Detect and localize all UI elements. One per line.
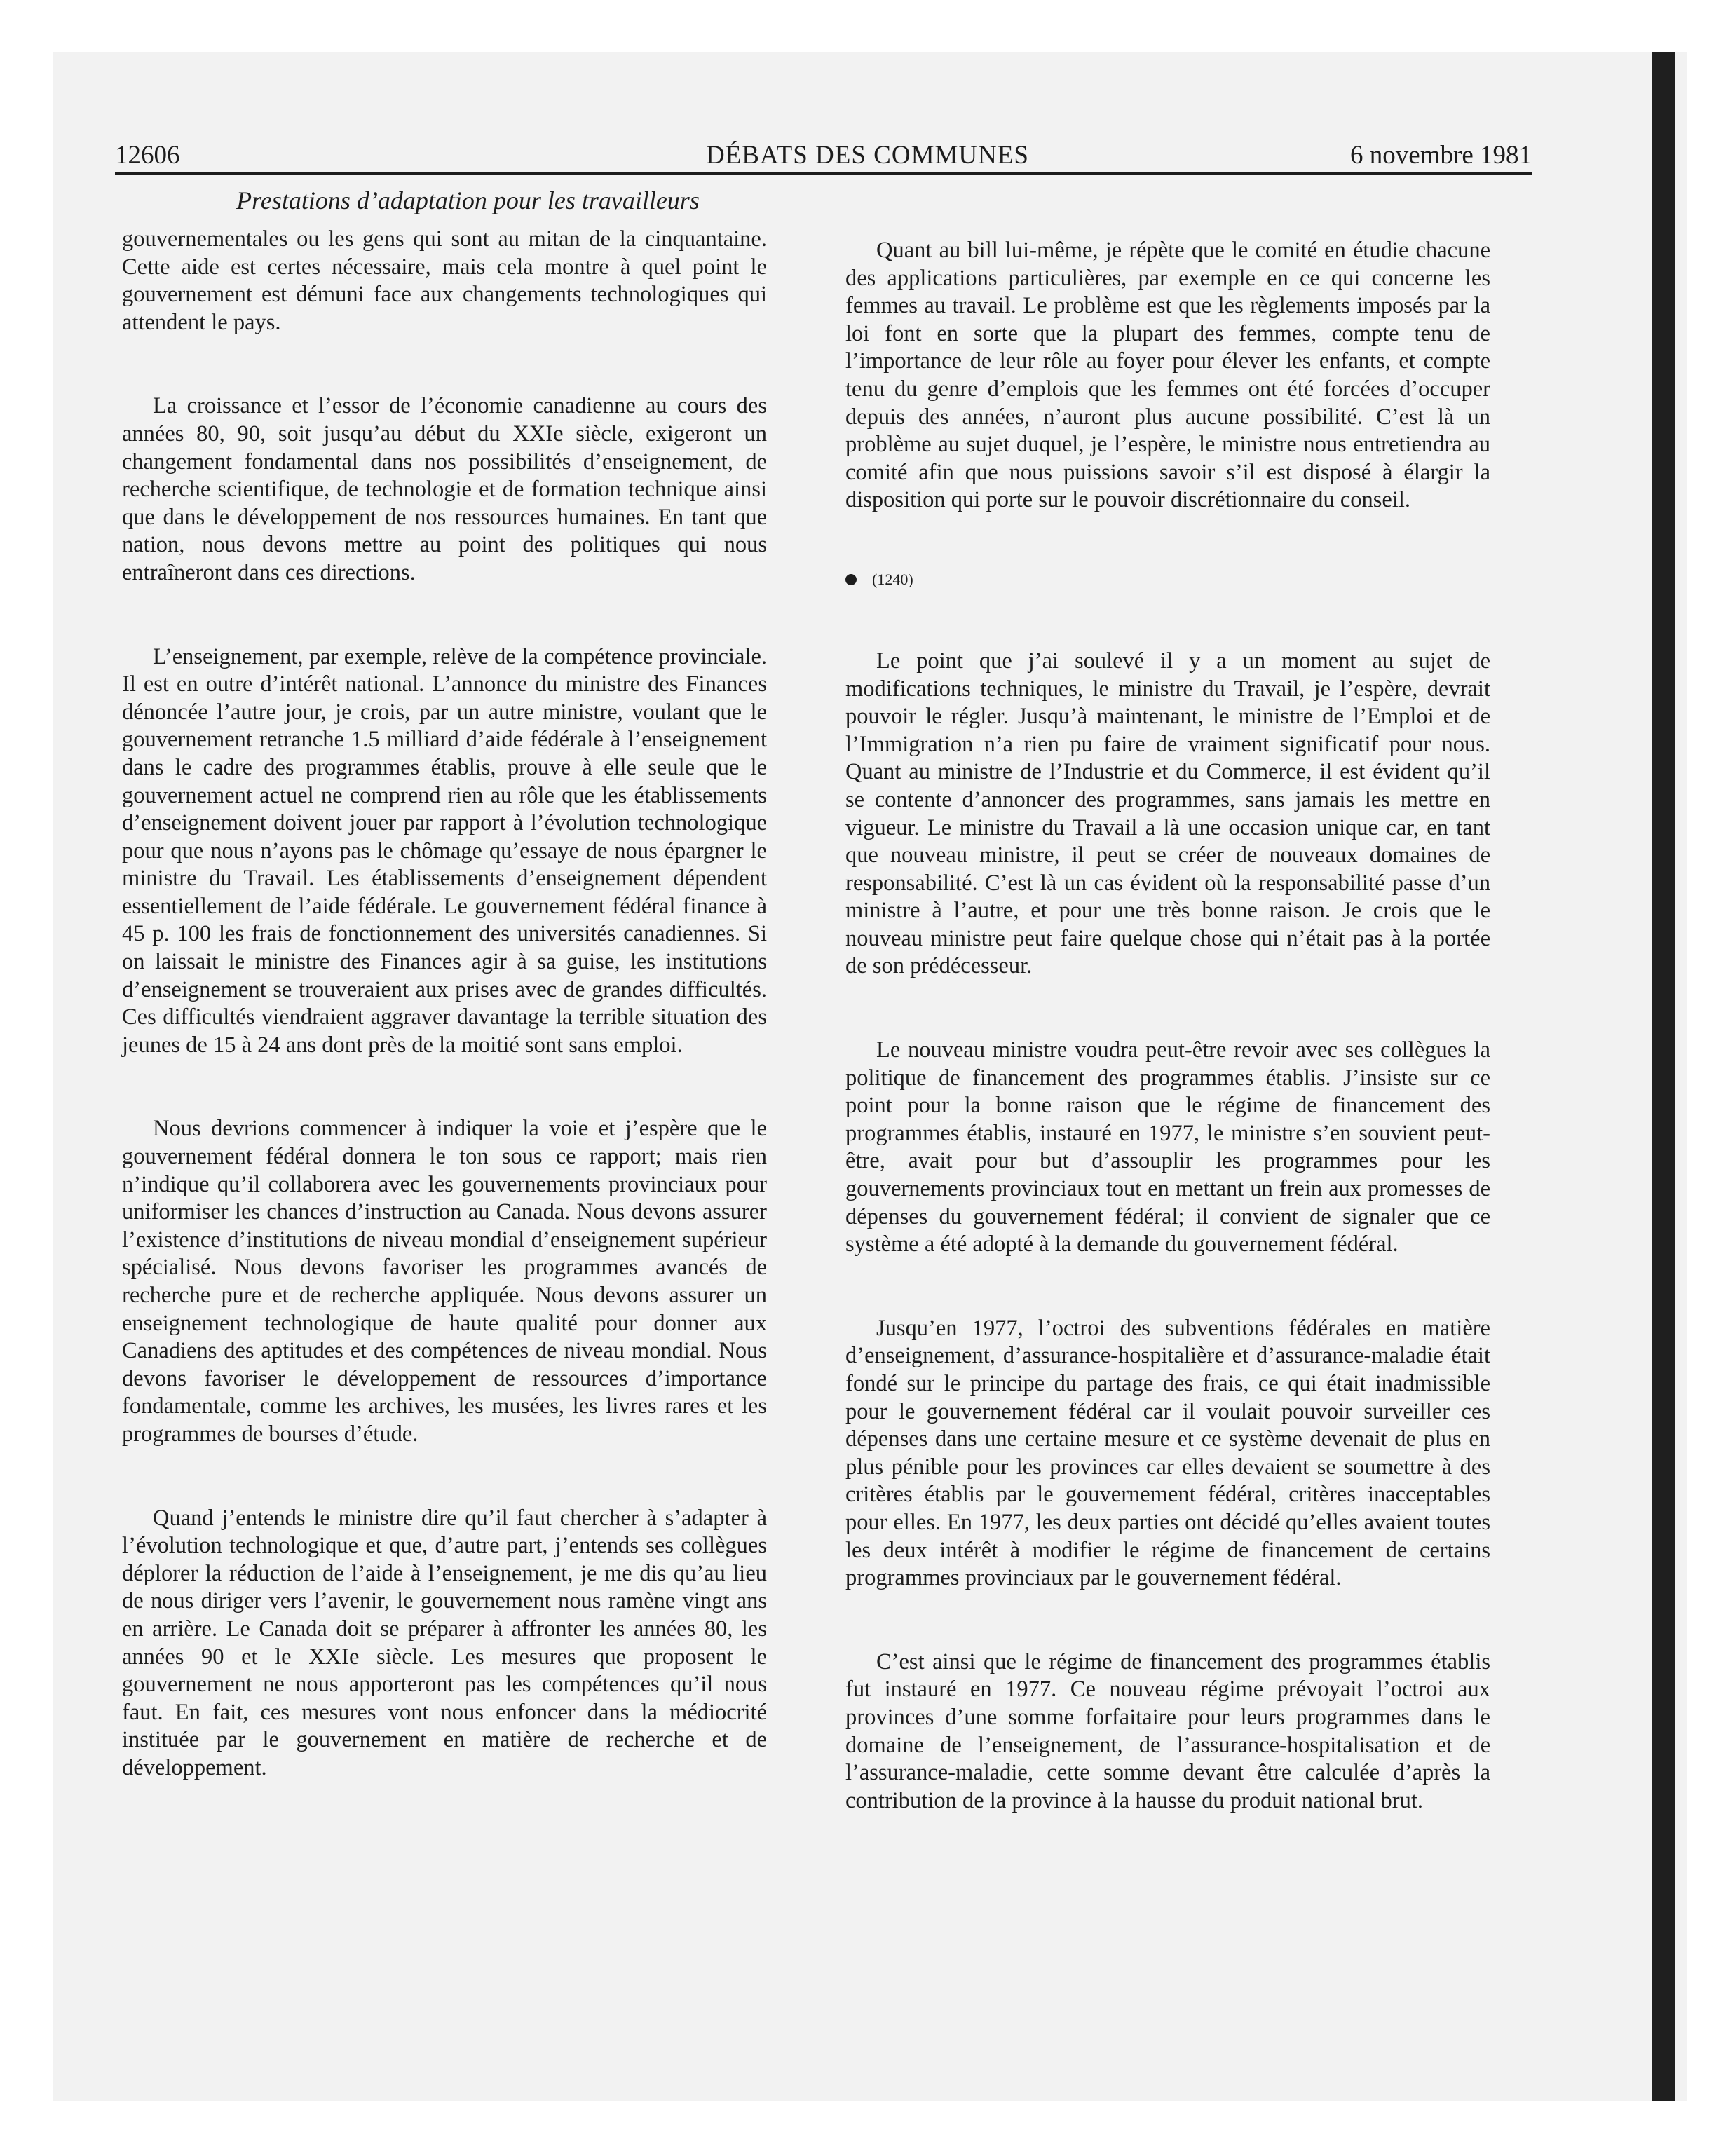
paragraph: gouvernementales ou les gens qui sont au mitan de la cinquantaine. Cette aide est certes nécessaire, mais cela montre à quel point le gouvernement est démuni face aux changements technologiques qui attendent le pays. <box>122 226 767 335</box>
page-number: 12606 <box>115 141 180 170</box>
paragraph: Jusqu’en 1977, l’octroi des subventions fédérales en matière d’enseignement, d’assurance-hospitalière et d’assurance-maladie était fondé sur le principe du partage des frais, ce qui était inadmissible pour le gouvernement fédéral car il voulait pouvoir surveiller ces dépenses dans une certaine mesure et ce système devenait de plus en plus pénible pour les provinces car elles devaient se soumettre à des critères établis par le gouvernement fédéral, critères inacceptables pour elles. En 1977, les deux parties ont décidé qu’elles avaient toutes les deux intérêt à modifier le régime de financement de certains programmes provinciaux par le gouvernement fédéral. <box>845 1315 1490 1591</box>
publication-date: 6 novembre 1981 <box>1350 141 1532 170</box>
scan-edge-shadow <box>1652 52 1675 2101</box>
section-subtitle: Prestations d’adaptation pour les travailleurs <box>236 186 700 214</box>
paragraph: Quant au bill lui-même, je répète que le comité en étudie chacune des applications particulières, par exemple en ce qui concerne les femmes au travail. Le problème est que les règlements imposés par la loi font en sorte que la plupart des femmes, compte tenu de l’importance de leur rôle au foyer pour élever les enfants, et compte tenu du genre d’emplois que les femmes ont été forcées d’occuper depuis des années, n’auront plus aucune possibilité. C’est là un problème au sujet duquel, je l’espère, le ministre nous entretiendra au comité afin que nous puissions savoir s’il est disposé à élargir la disposition qui porte sur le pouvoir discrétionnaire du conseil. <box>845 238 1490 513</box>
right-column <box>845 237 1490 1871</box>
paragraph: La croissance et l’essor de l’économie canadienne au cours des années 80, 90, soit jusqu’au début du XXIe siècle, exigeront un changement fondamental dans nos possibilités d’enseignement, de recherche scientifique, de technologie et de formation technique ainsi que dans le développement de nos ressources humaines. En tant que nation, nous devons mettre au point des politiques qui nous entraîneront dans ces directions. <box>122 393 767 585</box>
paragraph: Le nouveau ministre voudra peut-être revoir avec ses collègues la politique de financement des programmes établis. J’insiste sur ce point pour la bonne raison que le régime de financement des programmes établis, instauré en 1977, le ministre s’en souvient peut-être, avait pour but d’assouplir les programmes pour les gouvernements provinciaux tout en mettant un frein aux promesses de dépenses du gouvernement fédéral; il convient de signaler que ce système a été adopté à la demande du gouvernement fédéral. <box>845 1037 1490 1257</box>
header-rule <box>115 172 1532 175</box>
time-marker <box>845 569 1490 590</box>
paragraph: C’est ainsi que le régime de financement des programmes établis fut instauré en 1977. Ce nouveau régime prévoyait l’octroi aux provinces d’une somme forfaitaire pour leurs programmes dans le domaine de l’enseignement, de l’assurance-hospitalisation et de l’assurance-maladie, cette somme devant être calculée d’après la contribution de la province à la hausse du produit national brut. <box>845 1649 1490 1813</box>
left-column <box>122 226 767 1838</box>
publication-title: DÉBATS DES COMMUNES <box>705 141 1029 170</box>
bullet-icon <box>845 574 857 585</box>
paragraph: L’enseignement, par exemple, relève de la compétence provinciale. Il est en outre d’intérêt national. L’annonce du ministre des Finances dénoncée l’autre jour, je crois, par un autre ministre, voulant que le gouvernement retranche 1.5 milliard d’aide fédérale à l’enseignement dans le cadre des programmes établis, prouve à elle seule que le gouvernement actuel ne comprend rien au rôle que les établissements d’enseignement doivent jouer par rapport à l’évolution technologique pour que nous n’ayons pas le chômage qu’essaye de nous épargner le ministre du Travail. Les établissements d’enseignement dépendent essentiellement de l’aide fédérale. Le gouvernement fédéral finance à 45 p. 100 les frais de fonctionnement des universités canadiennes. Si on laissait le ministre des Finances agir à sa guise, les institutions d’enseignement se trouveraient aux prises avec de grandes difficultés. Ces difficultés viendraient aggraver davantage la terrible situation des jeunes de 15 à 24 ans dont près de la moitié sont sans emploi. <box>122 643 767 1058</box>
paragraph: Nous devrions commencer à indiquer la voie et j’espère que le gouvernement fédéral donnera le ton sous ce rapport; mais rien n’indique qu’il collaborera avec les gouvernements provinciaux pour uniformiser les chances d’instruction au Canada. Nous devons assurer l’existence d’institutions de niveau mondial d’enseignement supérieur spécialisé. Nous devons favoriser les programmes avancés de recherche pure et de recherche appliquée. Nous devons assurer un enseignement technologique de haute qualité pour donner aux Canadiens des aptitudes et des compétences de niveau mondial. Nous devons favoriser le développement de ressources d’importance fondamentale, comme les archives, les musées, les livres rares et les programmes de bourses d’étude. <box>122 1116 767 1447</box>
time-marker-label: (1240) <box>872 570 913 588</box>
paragraph: Quand j’entends le ministre dire qu’il faut chercher à s’adapter à l’évolution technologique et que, d’autre part, j’entends ses collègues déplorer la réduction de l’aide à l’enseignement, je me dis qu’au lieu de nous diriger vers l’avenir, le gouvernement nous ramène vingt ans en arrière. Le Canada doit se préparer à affronter les années 80, les années 90 et le XXIe siècle. Les mesures que proposent le gouvernement ne nous apporteront pas les compétences qu’il nous faut. En fait, ces mesures vont nous enfoncer dans la médiocrité instituée par le gouvernement en matière de recherche et de développement. <box>122 1505 767 1780</box>
paragraph: Le point que j’ai soulevé il y a un moment au sujet de modifications techniques, le ministre du Travail, je l’espère, devrait pouvoir le régler. Jusqu’à maintenant, le ministre de l’Emploi et de l’Immigration n’a rien pu faire de vraiment significatif pour nous. Quant au ministre de l’Industrie et du Commerce, il est évident qu’il se contente d’annoncer des programmes, sans jamais les mettre en vigueur. Le ministre du Travail a là une occasion unique car, en tant que nouveau ministre, il peut se créer de nouveaux domaines de responsabilité. C’est là un cas évident où la responsabilité passe d’un ministre à l’autre, et pour une très bonne raison. Je crois que le nouveau ministre peut faire quelque chose qui n’était pas à la portée de son prédécesseur. <box>845 648 1490 979</box>
